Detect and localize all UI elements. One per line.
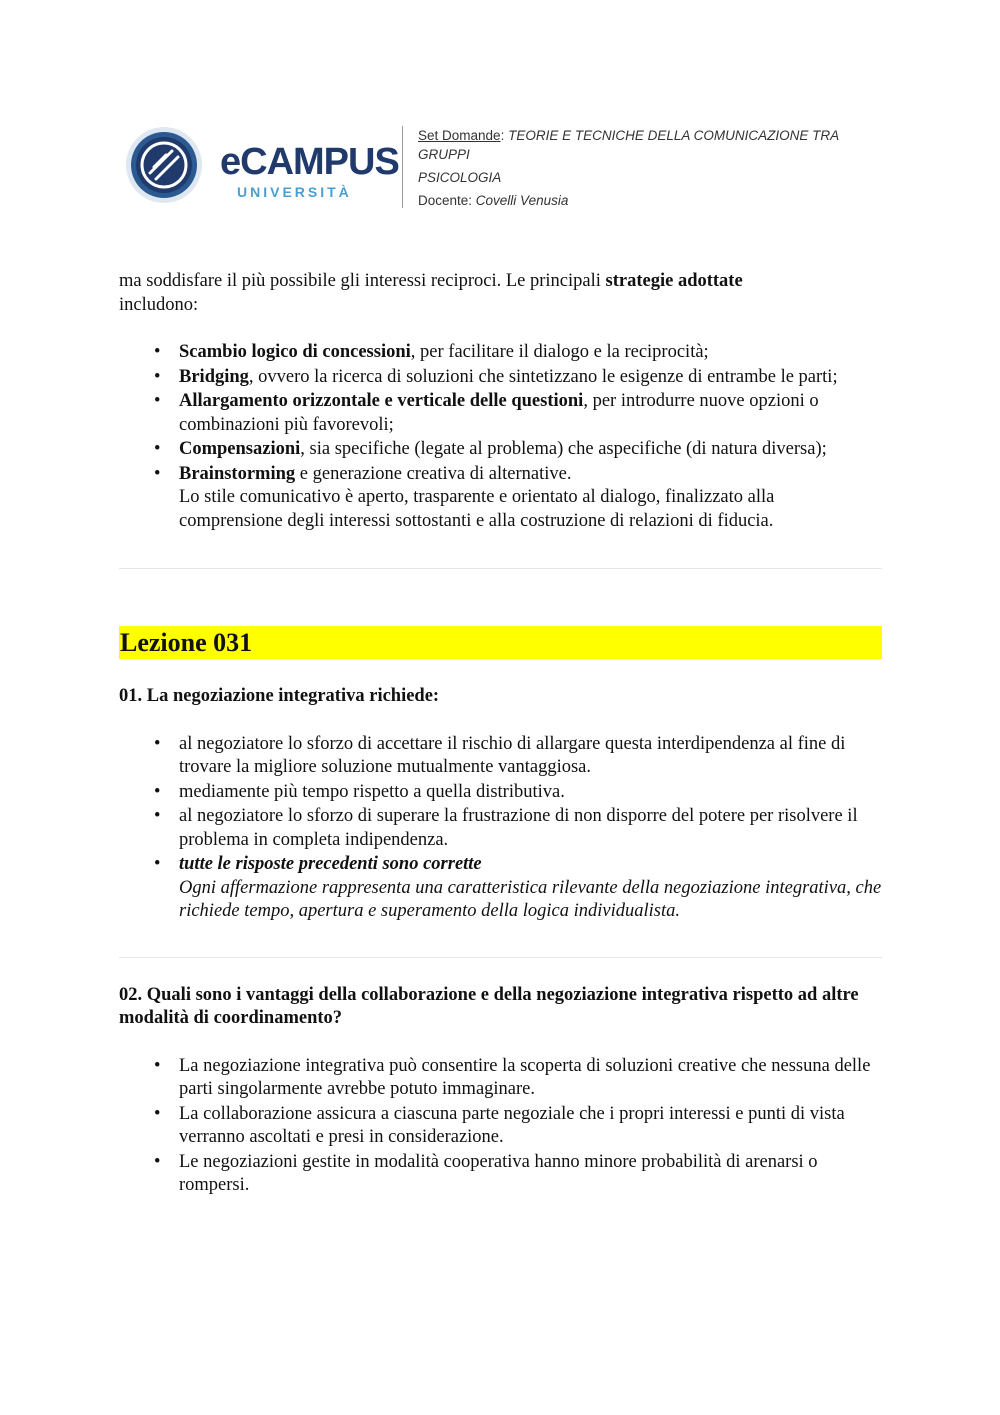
question-2-options xyxy=(119,1055,882,1198)
strategies-note: Lo stile comunicativo è aperto, trasparente e orientato al dialogo, finalizzato alla comprensione degli interessi sottostanti e alla costruzione di relazioni di fiducia. xyxy=(179,487,775,531)
list-item xyxy=(119,853,882,924)
question-2: 02. Quali sono i vantaggi della collaborazione e della negoziazione integrativa rispetto ad altre modalità di coordinamento? xyxy=(119,984,859,1028)
section-divider xyxy=(119,568,882,569)
intro-paragraph: ma soddisfare il più possibile gli interessi reciproci. Le principali strategie adottate includono: xyxy=(119,271,743,315)
list-item: • Allargamento orizzontale e verticale delle questioni, per introdurre nuove opzioni o combinazioni più favorevoli; xyxy=(119,390,882,437)
document-header xyxy=(125,124,885,214)
list-item: • Brainstorming e generazione creativa di alternative. Lo stile comunicativo è aperto, trasparente e orientato al dialogo, finalizzato alla comprensione degli interessi sottostanti e alla costruzione di relazioni di fiducia. xyxy=(119,463,882,534)
header-divider xyxy=(402,126,403,208)
correct-answer: tutte le risposte precedenti sono corrette xyxy=(179,854,482,874)
section-divider xyxy=(119,957,882,958)
answer-explanation: Ogni affermazione rappresenta una caratteristica rilevante della negoziazione integrativa, che richiede tempo, apertura e superamento della logica individualista. xyxy=(179,877,882,921)
document-body xyxy=(119,270,882,1199)
list-item: • Scambio logico di concessioni, per facilitare il dialogo e la reciprocità; xyxy=(119,341,882,365)
list-item: • al negoziatore lo sforzo di accettare il rischio di allargare questa interdipendenza al fine di trovare la migliore soluzione mutualmente vantaggiosa. xyxy=(119,733,882,780)
logo-wordmark: eCAMPUS xyxy=(220,141,399,183)
docente-label: Docente: xyxy=(418,193,476,208)
set-title-a: TEORIE E TECNICHE DELLA COMUNICAZIONE TRA xyxy=(508,128,840,143)
docente-name: Covelli Venusia xyxy=(475,193,569,208)
strategies-list xyxy=(119,341,882,533)
question-1-options xyxy=(119,733,882,924)
list-item: • Compensazioni, sia specifiche (legate al problema) che aspecifiche (di natura diversa); xyxy=(119,438,882,462)
question-1: 01. La negoziazione integrativa richiede: xyxy=(119,686,440,706)
ecampus-logo-icon xyxy=(125,126,203,204)
list-item: • Le negoziazioni gestite in modalità cooperativa hanno minore probabilità di arenarsi o rompersi. xyxy=(119,1151,882,1198)
header-info: Set Domande: TEORIE E TECNICHE DELLA COMUNICAZIONE TRA GRUPPI PSICOLOGIA Docente: Covelli Venusia xyxy=(418,126,888,210)
set-label: Set Domande xyxy=(418,128,501,143)
list-item: • mediamente più tempo rispetto a quella distributiva. xyxy=(119,781,882,805)
course-name: PSICOLOGIA xyxy=(418,170,502,185)
lesson-title: Lezione 031 xyxy=(119,626,882,659)
list-item: • al negoziatore lo sforzo di superare la frustrazione di non disporre del potere per risolvere il problema in completa indipendenza. xyxy=(119,805,882,852)
list-item: • La collaborazione assicura a ciascuna parte negoziale che i propri interessi e punti di vista verranno ascoltati e presi in considerazione. xyxy=(119,1103,882,1150)
logo-subtitle: UNIVERSITÀ xyxy=(237,184,352,200)
set-title-b: GRUPPI xyxy=(418,147,470,162)
list-item: • Bridging, ovvero la ricerca di soluzioni che sintetizzano le esigenze di entrambe le parti; xyxy=(119,366,882,390)
list-item: • La negoziazione integrativa può consentire la scoperta di soluzioni creative che nessuna delle parti singolarmente avrebbe potuto immaginare. xyxy=(119,1055,882,1102)
